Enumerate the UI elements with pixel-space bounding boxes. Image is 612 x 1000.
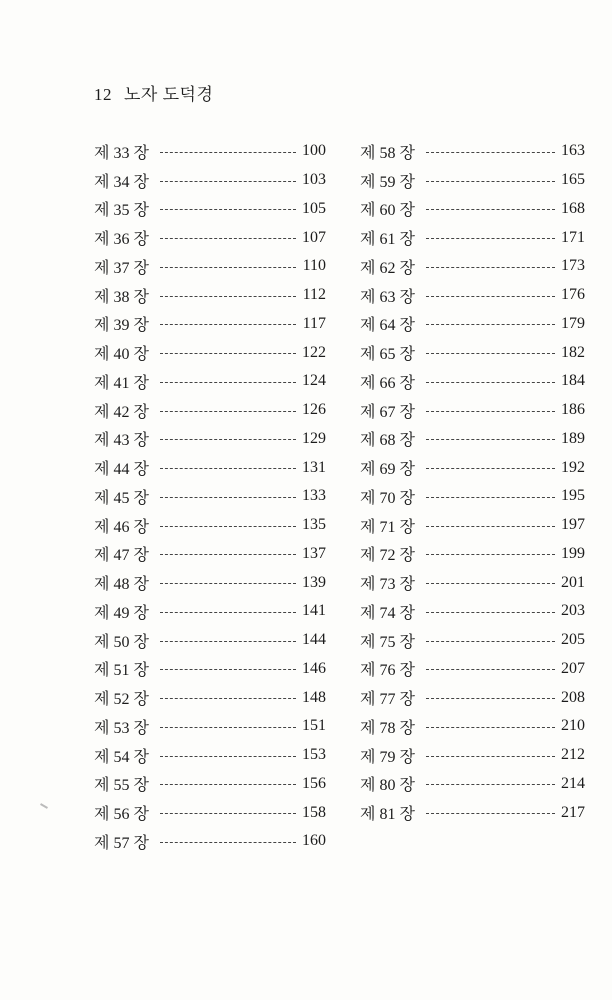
toc-entry (360, 511, 585, 540)
dot-leader (426, 612, 555, 613)
chapter-label: 제 55 장 (94, 777, 149, 795)
dot-leader (160, 669, 296, 670)
toc-entry (360, 367, 585, 396)
toc-entry (94, 281, 326, 310)
toc-entry (94, 626, 326, 655)
page-number-ref: 126 (302, 401, 326, 419)
toc-entry (94, 741, 326, 770)
dot-leader (426, 238, 555, 239)
chapter-label: 제 34 장 (94, 173, 149, 191)
page-number-ref: 131 (302, 458, 326, 476)
toc-entry (94, 252, 326, 281)
toc-entry (360, 540, 585, 569)
toc-entry (94, 597, 326, 626)
chapter-label: 제 36 장 (94, 231, 149, 249)
chapter-label: 제 45 장 (94, 489, 149, 507)
dot-leader (426, 296, 555, 297)
chapter-label: 제 78 장 (360, 719, 415, 737)
dot-leader (426, 526, 555, 527)
page-number-ref: 192 (561, 458, 585, 476)
page-number-ref: 173 (561, 257, 585, 275)
toc-entry (94, 655, 326, 684)
toc-entry (94, 540, 326, 569)
page-number-ref: 214 (561, 774, 585, 792)
page-number-ref: 210 (561, 717, 585, 735)
toc-entry (94, 770, 326, 799)
page-number-ref: 151 (302, 717, 326, 735)
dot-leader (426, 727, 555, 728)
page-number-ref: 212 (561, 746, 585, 764)
dot-leader (160, 209, 296, 210)
page-number-ref: 129 (302, 429, 326, 447)
toc-entry (360, 223, 585, 252)
toc-entry (94, 396, 326, 425)
toc-entry (360, 137, 585, 166)
dot-leader (160, 353, 296, 354)
page-number-ref: 137 (302, 544, 326, 562)
dot-leader (160, 152, 296, 153)
toc-entry (94, 137, 326, 166)
page-number-ref: 135 (302, 516, 326, 534)
toc-column-left (94, 137, 326, 856)
chapter-label: 제 49 장 (94, 604, 149, 622)
dot-leader (426, 583, 555, 584)
page-number-ref: 110 (302, 257, 326, 275)
toc-entry (360, 683, 585, 712)
dot-leader (160, 727, 296, 728)
chapter-label: 제 76 장 (360, 662, 415, 680)
dot-leader (160, 756, 296, 757)
chapter-label: 제 65 장 (360, 346, 415, 364)
dot-leader (160, 238, 296, 239)
chapter-label: 제 61 장 (360, 231, 415, 249)
dot-leader (160, 439, 296, 440)
page-number-ref: 168 (561, 199, 585, 217)
toc-entry (360, 626, 585, 655)
dot-leader (160, 181, 296, 182)
dot-leader (426, 468, 555, 469)
chapter-label: 제 75 장 (360, 633, 415, 651)
page-number: 12 (94, 85, 112, 104)
chapter-label: 제 66 장 (360, 374, 415, 392)
page-number-ref: 156 (302, 774, 326, 792)
chapter-label: 제 51 장 (94, 662, 149, 680)
chapter-label: 제 54 장 (94, 748, 149, 766)
chapter-label: 제 57 장 (94, 834, 149, 852)
running-header (94, 80, 213, 105)
chapter-label: 제 64 장 (360, 317, 415, 335)
page-number-ref: 186 (561, 401, 585, 419)
dot-leader (160, 411, 296, 412)
chapter-label: 제 40 장 (94, 346, 149, 364)
chapter-label: 제 58 장 (360, 144, 415, 162)
page-number-ref: 160 (302, 832, 326, 850)
chapter-label: 제 59 장 (360, 173, 415, 191)
page-number-ref: 153 (302, 746, 326, 764)
chapter-label: 제 44 장 (94, 461, 149, 479)
dot-leader (426, 641, 555, 642)
page-number-ref: 144 (302, 631, 326, 649)
page-number-ref: 203 (561, 602, 585, 620)
toc-entry (360, 281, 585, 310)
chapter-label: 제 73 장 (360, 576, 415, 594)
page-number-ref: 105 (302, 199, 326, 217)
toc-entry (360, 425, 585, 454)
dot-leader (426, 669, 555, 670)
toc-entry (360, 798, 585, 827)
dot-leader (160, 784, 296, 785)
page-number-ref: 207 (561, 659, 585, 677)
chapter-label: 제 47 장 (94, 547, 149, 565)
chapter-label: 제 42 장 (94, 403, 149, 421)
chapter-label: 제 56 장 (94, 806, 149, 824)
chapter-label: 제 35 장 (94, 202, 149, 220)
toc-column-right (360, 137, 585, 827)
page-number-ref: 205 (561, 631, 585, 649)
dot-leader (426, 784, 555, 785)
page-number-ref: 148 (302, 688, 326, 706)
dot-leader (160, 382, 296, 383)
chapter-label: 제 50 장 (94, 633, 149, 651)
toc-entry (360, 453, 585, 482)
dot-leader (160, 641, 296, 642)
page-number-ref: 107 (302, 228, 326, 246)
page-number-ref: 195 (561, 487, 585, 505)
chapter-label: 제 80 장 (360, 777, 415, 795)
chapter-label: 제 39 장 (94, 317, 149, 335)
toc-entry (94, 195, 326, 224)
dot-leader (160, 526, 296, 527)
dot-leader (426, 324, 555, 325)
dot-leader (160, 267, 296, 268)
toc-entry (94, 568, 326, 597)
page-number-ref: 176 (561, 286, 585, 304)
toc-entry (360, 252, 585, 281)
page-number-ref: 122 (302, 343, 326, 361)
chapter-label: 제 52 장 (94, 691, 149, 709)
page-number-ref: 146 (302, 659, 326, 677)
dot-leader (426, 411, 555, 412)
page-number-ref: 103 (302, 171, 326, 189)
chapter-label: 제 62 장 (360, 259, 415, 277)
toc-entry (94, 683, 326, 712)
page-number-ref: 165 (561, 171, 585, 189)
dot-leader (426, 353, 555, 354)
chapter-label: 제 60 장 (360, 202, 415, 220)
toc-entry (94, 425, 326, 454)
toc-entry (360, 482, 585, 511)
page-number-ref: 189 (561, 429, 585, 447)
dot-leader (426, 382, 555, 383)
page-number-ref: 179 (561, 314, 585, 332)
dot-leader (160, 612, 296, 613)
toc-entry (94, 367, 326, 396)
toc-entry (360, 712, 585, 741)
chapter-label: 제 48 장 (94, 576, 149, 594)
chapter-label: 제 63 장 (360, 288, 415, 306)
toc-entry (94, 827, 326, 856)
chapter-label: 제 68 장 (360, 432, 415, 450)
toc-entry (94, 712, 326, 741)
chapter-label: 제 38 장 (94, 288, 149, 306)
chapter-label: 제 81 장 (360, 806, 415, 824)
chapter-label: 제 72 장 (360, 547, 415, 565)
dot-leader (160, 583, 296, 584)
toc-entry (360, 310, 585, 339)
toc-entry (360, 166, 585, 195)
dot-leader (426, 439, 555, 440)
chapter-label: 제 43 장 (94, 432, 149, 450)
dot-leader (160, 842, 296, 843)
chapter-label: 제 46 장 (94, 518, 149, 536)
page-number-ref: 139 (302, 573, 326, 591)
toc-entry (94, 511, 326, 540)
toc-entry (360, 568, 585, 597)
toc-entry (360, 396, 585, 425)
dot-leader (426, 497, 555, 498)
page-number-ref: 184 (561, 372, 585, 390)
dot-leader (160, 296, 296, 297)
toc-entry (94, 338, 326, 367)
chapter-label: 제 69 장 (360, 461, 415, 479)
page-number-ref: 100 (302, 142, 326, 160)
chapter-label: 제 53 장 (94, 719, 149, 737)
page-number-ref: 163 (561, 142, 585, 160)
toc-entry (360, 770, 585, 799)
dot-leader (426, 698, 555, 699)
page-number-ref: 201 (561, 573, 585, 591)
page-number-ref: 171 (561, 228, 585, 246)
dot-leader (160, 698, 296, 699)
page-number-ref: 182 (561, 343, 585, 361)
dot-leader (160, 813, 296, 814)
chapter-label: 제 77 장 (360, 691, 415, 709)
toc-entry (360, 195, 585, 224)
dot-leader (426, 209, 555, 210)
dot-leader (426, 813, 555, 814)
page-number-ref: 208 (561, 688, 585, 706)
dot-leader (160, 468, 296, 469)
page-number-ref: 199 (561, 544, 585, 562)
page-number-ref: 141 (302, 602, 326, 620)
dot-leader (160, 497, 296, 498)
dot-leader (160, 324, 296, 325)
toc-entry (94, 798, 326, 827)
dot-leader (160, 554, 296, 555)
dot-leader (426, 554, 555, 555)
chapter-label: 제 79 장 (360, 748, 415, 766)
chapter-label: 제 70 장 (360, 489, 415, 507)
chapter-label: 제 67 장 (360, 403, 415, 421)
page-number-ref: 112 (302, 286, 326, 304)
dot-leader (426, 267, 555, 268)
chapter-label: 제 41 장 (94, 374, 149, 392)
toc-entry (360, 597, 585, 626)
page-number-ref: 217 (561, 803, 585, 821)
page-number-ref: 124 (302, 372, 326, 390)
toc-entry (94, 310, 326, 339)
page-number-ref: 117 (302, 314, 326, 332)
dot-leader (426, 756, 555, 757)
toc-entry (360, 338, 585, 367)
book-title: 노자 도덕경 (124, 85, 214, 104)
page-smudge (40, 803, 48, 809)
toc-entry (94, 482, 326, 511)
dot-leader (426, 152, 555, 153)
chapter-label: 제 74 장 (360, 604, 415, 622)
toc-entry (94, 166, 326, 195)
page-number-ref: 158 (302, 803, 326, 821)
toc-entry (94, 453, 326, 482)
chapter-label: 제 71 장 (360, 518, 415, 536)
dot-leader (426, 181, 555, 182)
page-number-ref: 197 (561, 516, 585, 534)
toc-entry (360, 741, 585, 770)
chapter-label: 제 37 장 (94, 259, 149, 277)
chapter-label: 제 33 장 (94, 144, 149, 162)
toc-entry (94, 223, 326, 252)
toc-entry (360, 655, 585, 684)
page-number-ref: 133 (302, 487, 326, 505)
